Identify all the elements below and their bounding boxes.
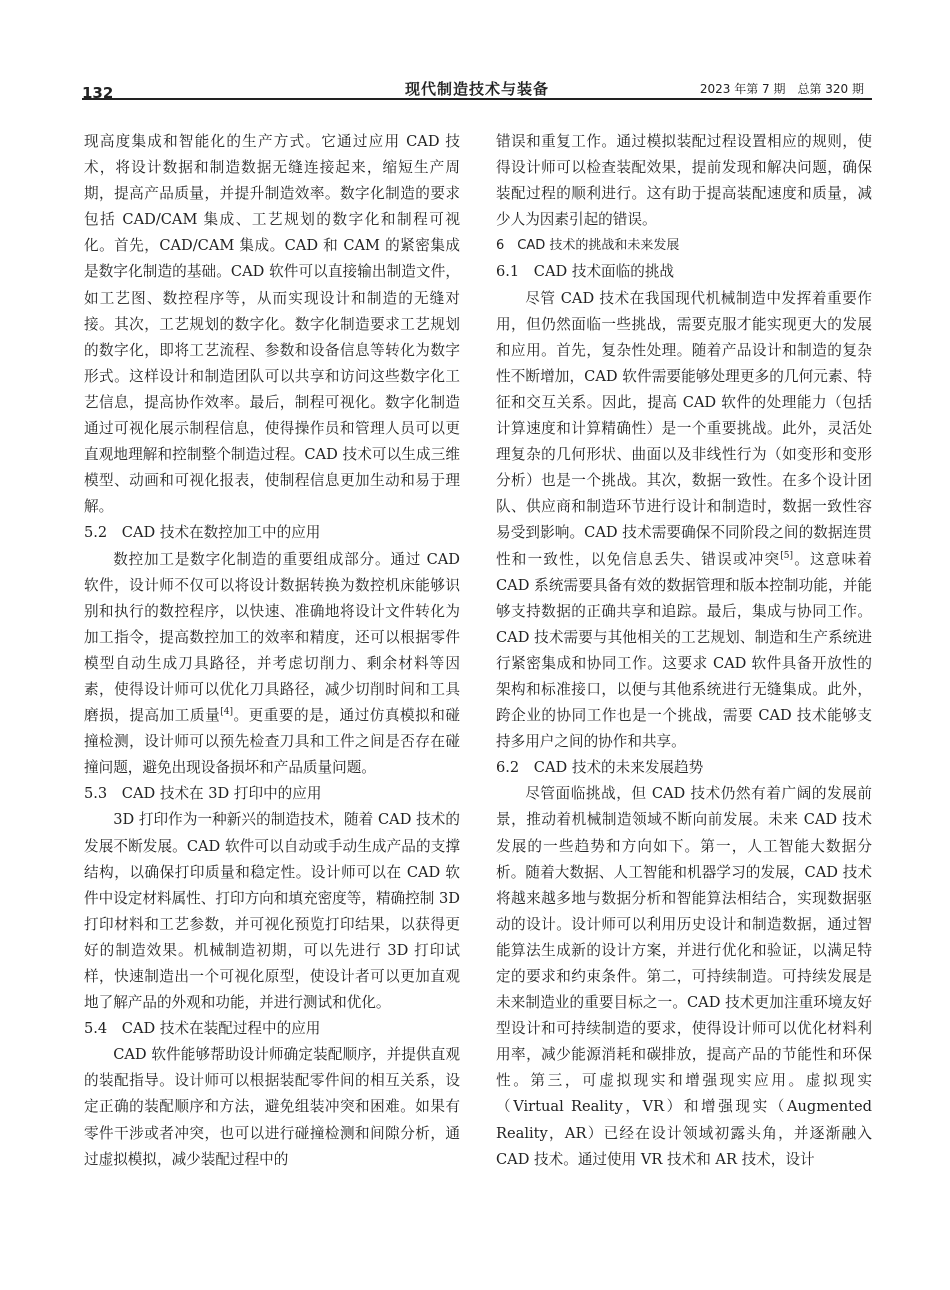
paragraph: 3D 打印作为一种新兴的制造技术，随着 CAD 技术的发展不断发展。CAD 软件可以自动或手动生成产品的支撑结构，以确保打印质量和稳定性。设计师可以在 CAD 软件中设定材料属性、打印方向和填充密度等，精确控制 3D 打印材料和工艺参数，并可视化预览打印结果，以获得更好的制造效果。机械制造初期，可以先进行 3D 打印试样，快速制造出一个可视化原型，使设计者可以更加直观地了解产品的外观和功能，并进行测试和优化。 [84, 811, 460, 1012]
journal-title: 现代制造技术与装备 [404, 80, 549, 98]
paragraph: CAD 软件能够帮助设计师确定装配顺序，并提供直观的装配指导。设计师可以根据装配零件间的相互关系，设定正确的装配顺序和方法，避免组装冲突和困难。如果有零件干涉或者冲突，也可以进行碰撞检测和间隙分析，通过虚拟模拟，减少装配过程中的 [84, 1046, 460, 1168]
paragraph: 尽管 CAD 技术在我国现代机械制造中发挥着重要作用，但仍然面临一些挑战，需要克服才能实现更大的发展和应用。首先，复杂性处理。随着产品设计和制造的复杂性不断增加，CAD 软件需要能够处理更多的几何元素、特征和交互关系。因此，提高 CAD 软件的处理能力（包括计算速度和计算精确性）是一个重要挑战。此外，灵活处理复杂的几何形状、曲面以及非线性行为（如变形和变形分析）也是一个挑战。其次，数据一致性。在多个设计团队、供应商和制造环节进行设计和制造时，数据一致性容易受到影响。CAD 技术需要确保不同阶段之间的数据连贯性和一致性，以免信息丢失、错误或冲突[5]。这意味着 CAD 系统需要具备有效的数据管理和版本控制功能，并能够支持数据的正确共享和追踪。最后，集成与协同工作。CAD 技术需要与其他相关的工艺规划、制造和生产系统进行紧密集成和协同工作。这要求 CAD 软件具备开放性的架构和标准接口，以便与其他系统进行无缝集成。此外，跨企业的协同工作也是一个挑战，需要 CAD 技术能够支持多用户之间的协作和共享。 [496, 289, 872, 751]
paragraph: 错误和重复工作。通过模拟装配过程设置相应的规则，使得设计师可以检查装配效果，提前发现和解决问题，确保装配过程的顺利进行。这有助于提高装配速度和质量，减少人为因素引起的错误。 [496, 133, 872, 229]
section-heading-5-4: 5.4 CAD 技术在装配过程中的应用 [84, 1020, 321, 1038]
paragraph: 数控加工是数字化制造的重要组成部分。通过 CAD 软件，设计师不仅可以将设计数据转换为数控机床能够识别和执行的数控程序，以快速、准确地将设计文件转化为加工指令，提高数控加工的效率和精度，还可以根据零件模型自动生成刀具路径，并考虑切削力、剩余材料等因素，使得设计师可以优化刀具路径，减少切削时间和工具磨损，提高加工质量[4]。更重要的是，通过仿真模拟和碰撞检测，设计师可以预先检查刀具和工件之间是否存在碰撞问题，避免出现设备损坏和产品质量问题。 [84, 550, 460, 777]
paragraph: 尽管面临挑战，但 CAD 技术仍然有着广阔的发展前景，推动着机械制造领域不断向前发展。未来 CAD 技术发展的一些趋势和方向如下。第一，人工智能大数据分析。随着大数据、人工智能和机器学习的发展，CAD 技术将越来越多地与数据分析和智能算法相结合，实现数据驱动的设计。设计师可以利用历史设计和制造数据，通过智能算法生成新的设计方案，并进行优化和验证，以满足特定的要求和约束条件。第二，可持续制造。可持续发展是未来制造业的重要目标之一。CAD 技术更加注重环境友好型设计和可持续制造的要求，使得设计师可以优化材料利用率，减少能源消耗和碳排放，提高产品的节能性和环保性。第三，可虚拟现实和增强现实应用。虚拟现实（Virtual Reality，VR）和增强现实（Augmented Reality，AR）已经在设计领域初露头角，并逐渐融入 CAD 技术。通过使用 VR 技术和 AR 技术，设计 [496, 785, 872, 1168]
citation-ref: [4] [220, 707, 233, 718]
citation-ref: [5] [780, 550, 794, 561]
section-heading-6: 6 CAD 技术的挑战和未来发展 [496, 238, 680, 254]
left-column [84, 129, 460, 1173]
paragraph: 现高度集成和智能化的生产方式。它通过应用 CAD 技术，将设计数据和制造数据无缝连接起来，缩短生产周期，提高产品质量，并提升制造效率。数字化制造的要求包括 CAD/CAM 集成、工艺规划的数字化和制程可视化。首先，CAD/CAM 集成。CAD 和 CAM 的紧密集成是数字化制造的基础。CAD 软件可以直接输出制造文件，如工艺图、数控程序等，从而实现设计和制造的无缝对接。其次，工艺规划的数字化。数字化制造要求工艺规划的数字化，即将工艺流程、参数和设备信息等转化为数字形式。这样设计和制造团队可以共享和访问这些数字化工艺信息，提高协作效率。最后，制程可视化。数字化制造通过可视化展示制程信息，使得操作员和管理人员可以更直观地理解和控制整个制造过程。CAD 技术可以生成三维模型、动画和可视化报表，使制程信息更加生动和易于理解。 [84, 133, 460, 516]
section-heading-5-2: 5.2 CAD 技术在数控加工中的应用 [84, 524, 321, 542]
section-heading-6-1: 6.1 CAD 技术面临的挑战 [496, 263, 675, 281]
section-heading-6-2: 6.2 CAD 技术的未来发展趋势 [496, 759, 704, 777]
issue-info: 2023 年第 7 期 总第 320 期 [699, 82, 864, 96]
right-column [496, 129, 872, 1173]
page-number: 132 [82, 84, 114, 102]
page-header [82, 70, 872, 100]
section-heading-5-3: 5.3 CAD 技术在 3D 打印中的应用 [84, 785, 322, 803]
